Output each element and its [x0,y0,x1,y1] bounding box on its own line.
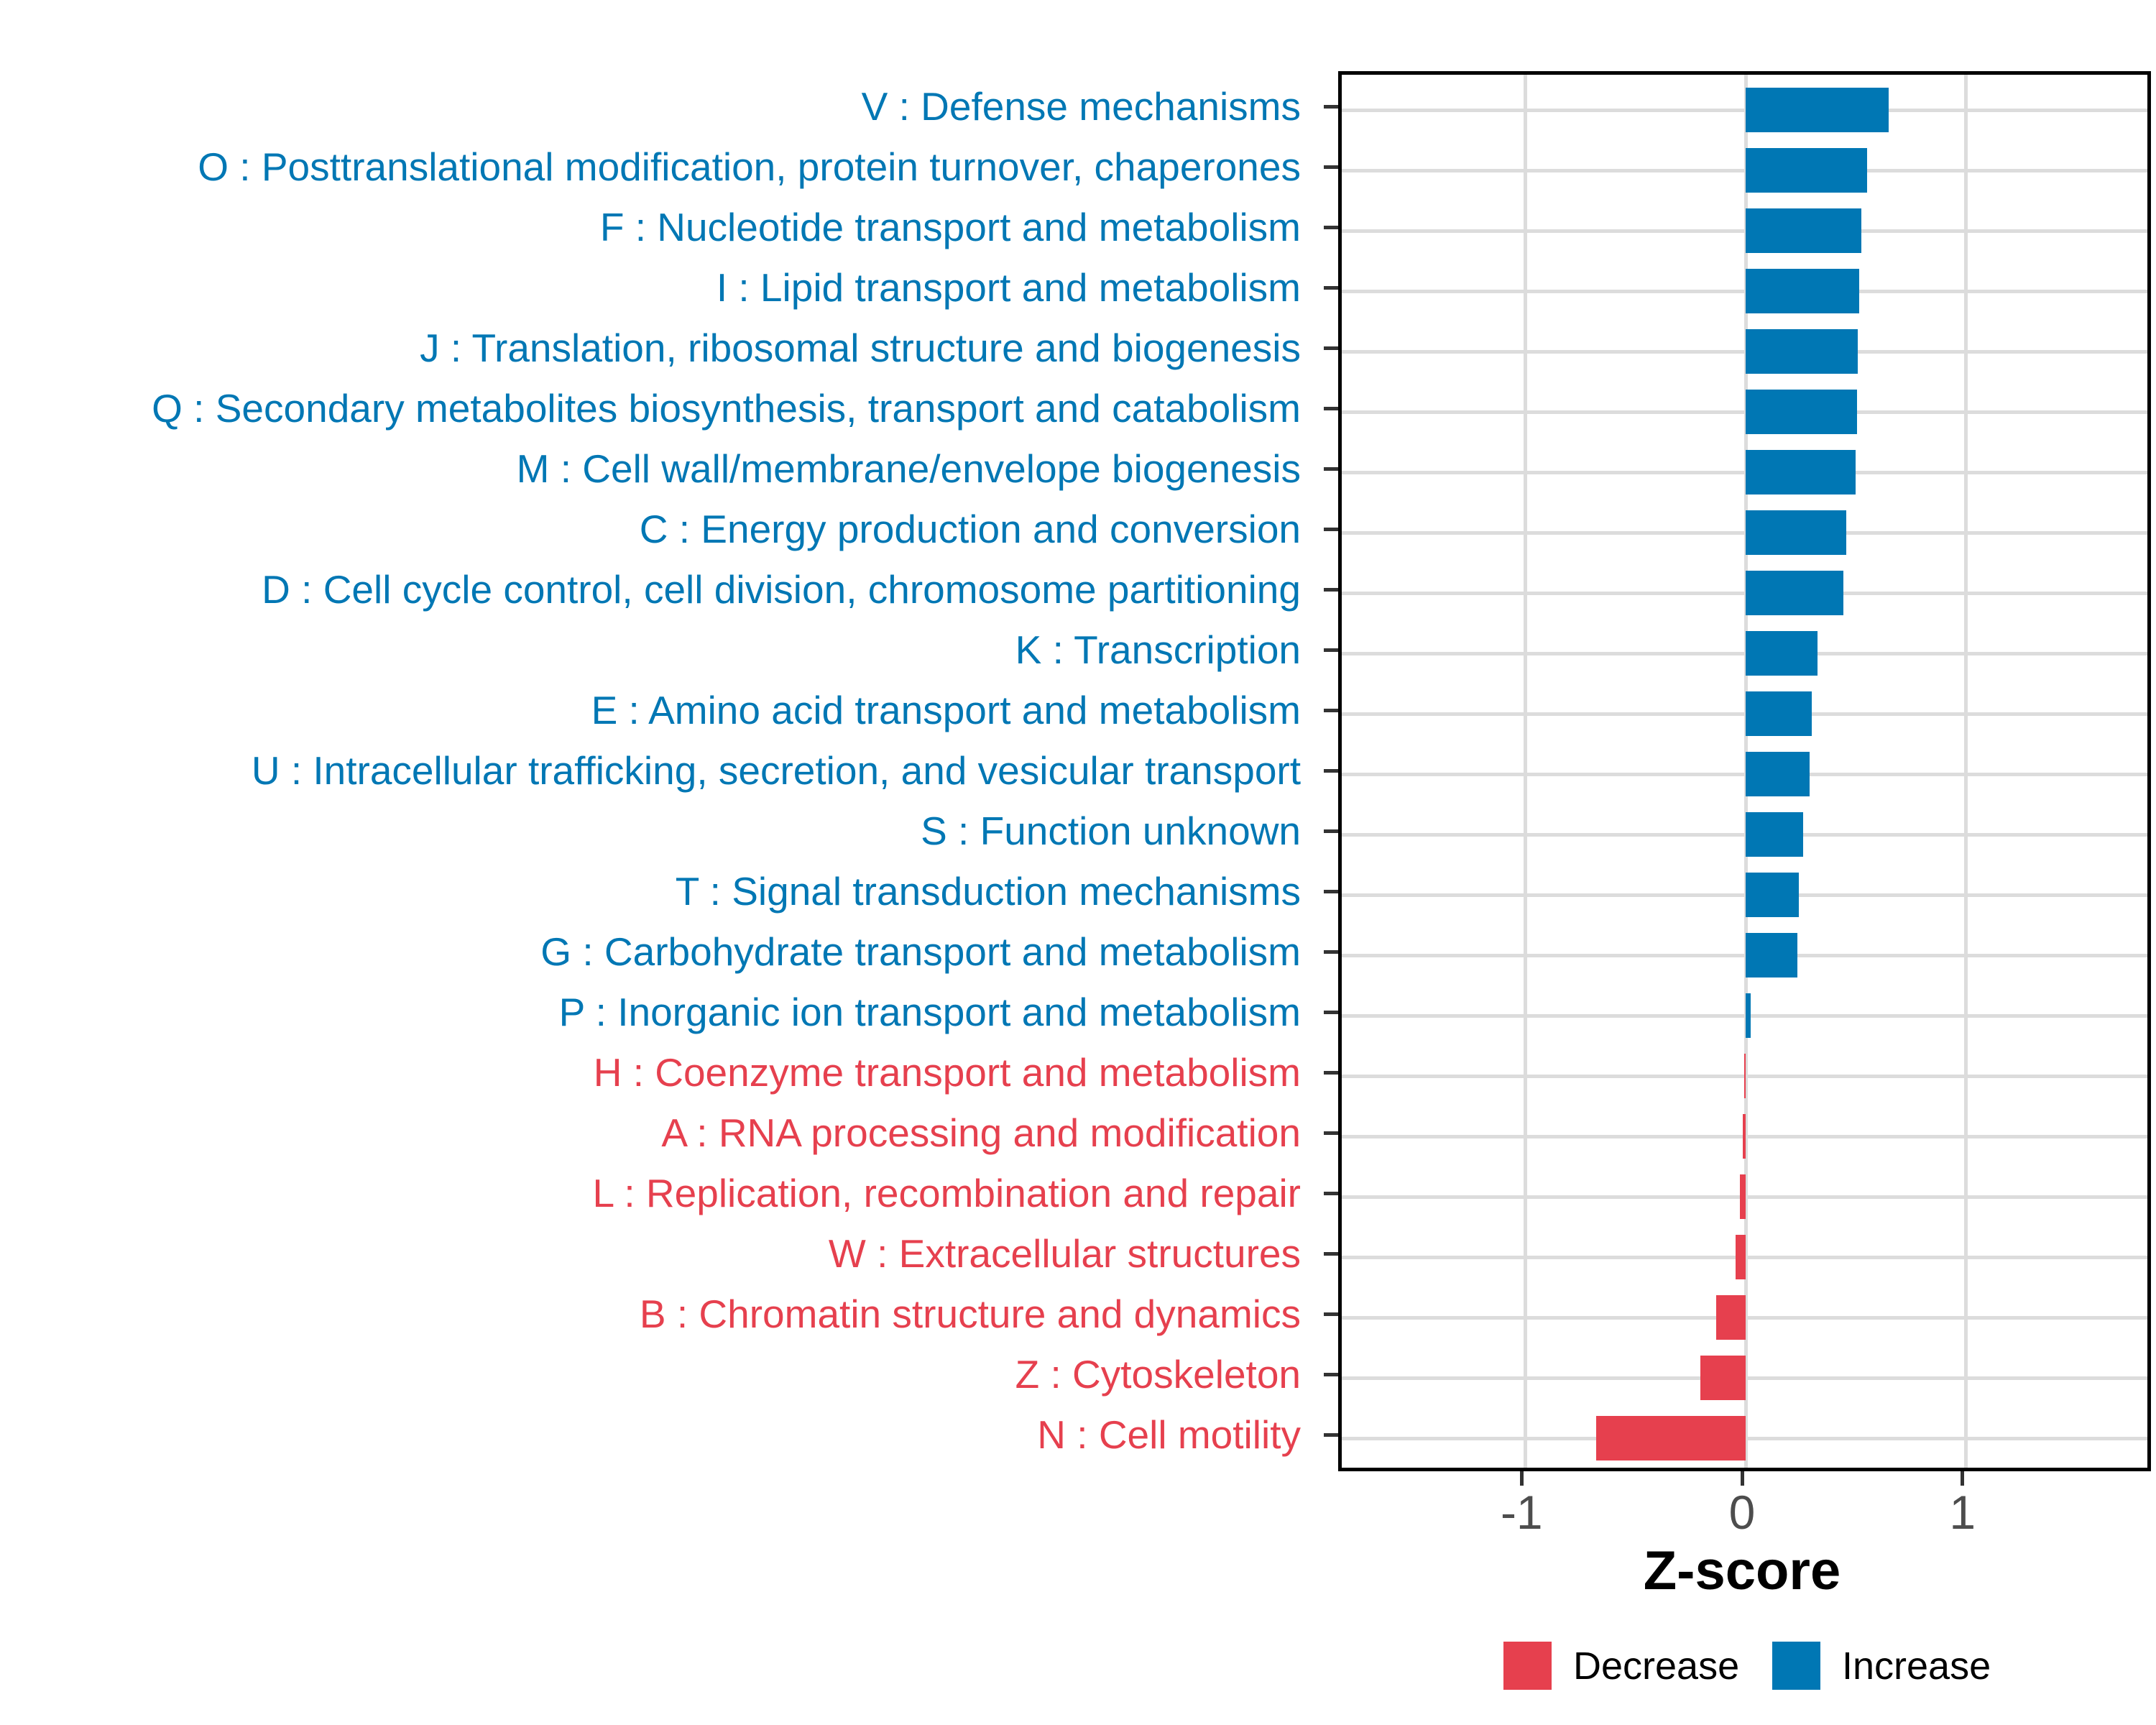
category-label: M : Cell wall/membrane/envelope biogenesis [516,446,1301,491]
category-label: C : Energy production and conversion [639,507,1301,551]
bar [1746,691,1812,736]
bar [1746,752,1810,796]
x-axis-tick-label: 0 [1728,1486,1756,1539]
category-label: I : Lipid transport and metabolism [716,265,1301,310]
category-label: T : Signal transduction mechanisms [675,869,1301,914]
bar [1746,993,1751,1038]
bar [1700,1356,1746,1400]
y-gridline [1342,229,2147,233]
y-axis-tick [1324,1433,1338,1437]
bar [1746,148,1867,193]
bar [1596,1416,1746,1460]
y-axis-tick [1324,528,1338,531]
bar [1740,1174,1746,1219]
y-axis-tick [1324,346,1338,350]
y-axis-tick [1324,1312,1338,1316]
category-label: B : Chromatin structure and dynamics [639,1292,1301,1336]
category-label: J : Translation, ribosomal structure and biogenesis [420,326,1301,370]
x-axis-tick [1961,1471,1964,1486]
legend-key-increase [1772,1642,1820,1690]
category-label: W : Extracellular structures [828,1231,1301,1276]
bar [1743,1114,1746,1159]
category-label: Q : Secondary metabolites biosynthesis, transport and catabolism [152,386,1301,431]
y-axis-tick [1324,769,1338,773]
category-label: F : Nucleotide transport and metabolism [599,205,1301,249]
y-axis-tick [1324,226,1338,229]
category-label: P : Inorganic ion transport and metabolism [558,990,1301,1034]
category-label: D : Cell cycle control, cell division, chromosome partitioning [262,567,1301,612]
bar [1746,812,1803,857]
y-gridline [1342,109,2147,112]
bar [1746,390,1857,434]
y-axis-tick [1324,467,1338,471]
y-gridline [1342,833,2147,837]
y-axis-tick [1324,165,1338,169]
y-axis-tick [1324,829,1338,833]
y-axis-tick [1324,709,1338,712]
x-axis-title: Z-score [1643,1540,1841,1601]
y-gridline [1342,169,2147,172]
x-axis-tick-label: -1 [1500,1486,1543,1539]
y-axis-tick [1324,105,1338,109]
y-gridline [1342,1014,2147,1018]
y-axis-tick [1324,1071,1338,1075]
bar [1746,450,1856,494]
bar [1746,510,1846,555]
y-gridline [1342,350,2147,354]
y-gridline [1342,893,2147,897]
bar [1746,269,1859,313]
bar [1746,933,1797,978]
y-axis-tick [1324,648,1338,652]
category-label: S : Function unknown [921,809,1301,853]
y-axis-tick [1324,1373,1338,1376]
legend-item-increase [1772,1642,1991,1690]
bar [1746,208,1861,253]
y-axis-tick [1324,1011,1338,1014]
category-label: V : Defense mechanisms [861,84,1301,129]
y-gridline [1342,652,2147,656]
category-label: K : Transcription [1015,627,1301,672]
y-gridline [1342,471,2147,474]
y-axis-tick [1324,1192,1338,1195]
category-label: N : Cell motility [1037,1412,1301,1457]
y-axis-tick [1324,407,1338,410]
y-axis-tick [1324,1131,1338,1135]
bar [1746,571,1843,615]
legend-label-decrease: Decrease [1573,1644,1740,1688]
legend-label-increase: Increase [1842,1644,1991,1688]
category-label: H : Coenzyme transport and metabolism [593,1050,1301,1095]
legend-key-decrease [1503,1642,1552,1690]
bar [1746,329,1858,374]
y-gridline [1342,531,2147,535]
y-gridline [1342,773,2147,776]
y-axis-tick [1324,1252,1338,1256]
category-label: Z : Cytoskeleton [1015,1352,1301,1397]
y-axis-tick [1324,890,1338,893]
y-gridline [1342,712,2147,716]
y-gridline [1342,592,2147,595]
y-axis-tick [1324,950,1338,954]
category-label: A : RNA processing and modification [661,1110,1301,1155]
category-label: E : Amino acid transport and metabolism [591,688,1301,732]
bar [1746,631,1818,676]
bar [1746,88,1889,132]
x-axis-tick-label: 1 [1949,1486,1976,1539]
bar [1744,1054,1746,1098]
x-axis-tick [1741,1471,1744,1486]
bar [1746,873,1799,917]
category-label: L : Replication, recombination and repair [592,1171,1301,1215]
legend-item-decrease [1503,1642,1739,1690]
y-axis-tick [1324,286,1338,290]
plot-panel [1338,71,2151,1471]
category-label: U : Intracellular trafficking, secretion, and vesicular transport [251,748,1301,793]
y-axis-tick [1324,588,1338,592]
y-gridline [1342,954,2147,957]
y-gridline [1342,410,2147,414]
x-axis-tick [1520,1471,1524,1486]
bar [1716,1295,1746,1340]
y-gridline [1342,290,2147,293]
bar [1736,1235,1746,1279]
category-label: G : Carbohydrate transport and metabolism [540,929,1301,974]
category-label: O : Posttranslational modification, protein turnover, chaperones [198,144,1301,189]
